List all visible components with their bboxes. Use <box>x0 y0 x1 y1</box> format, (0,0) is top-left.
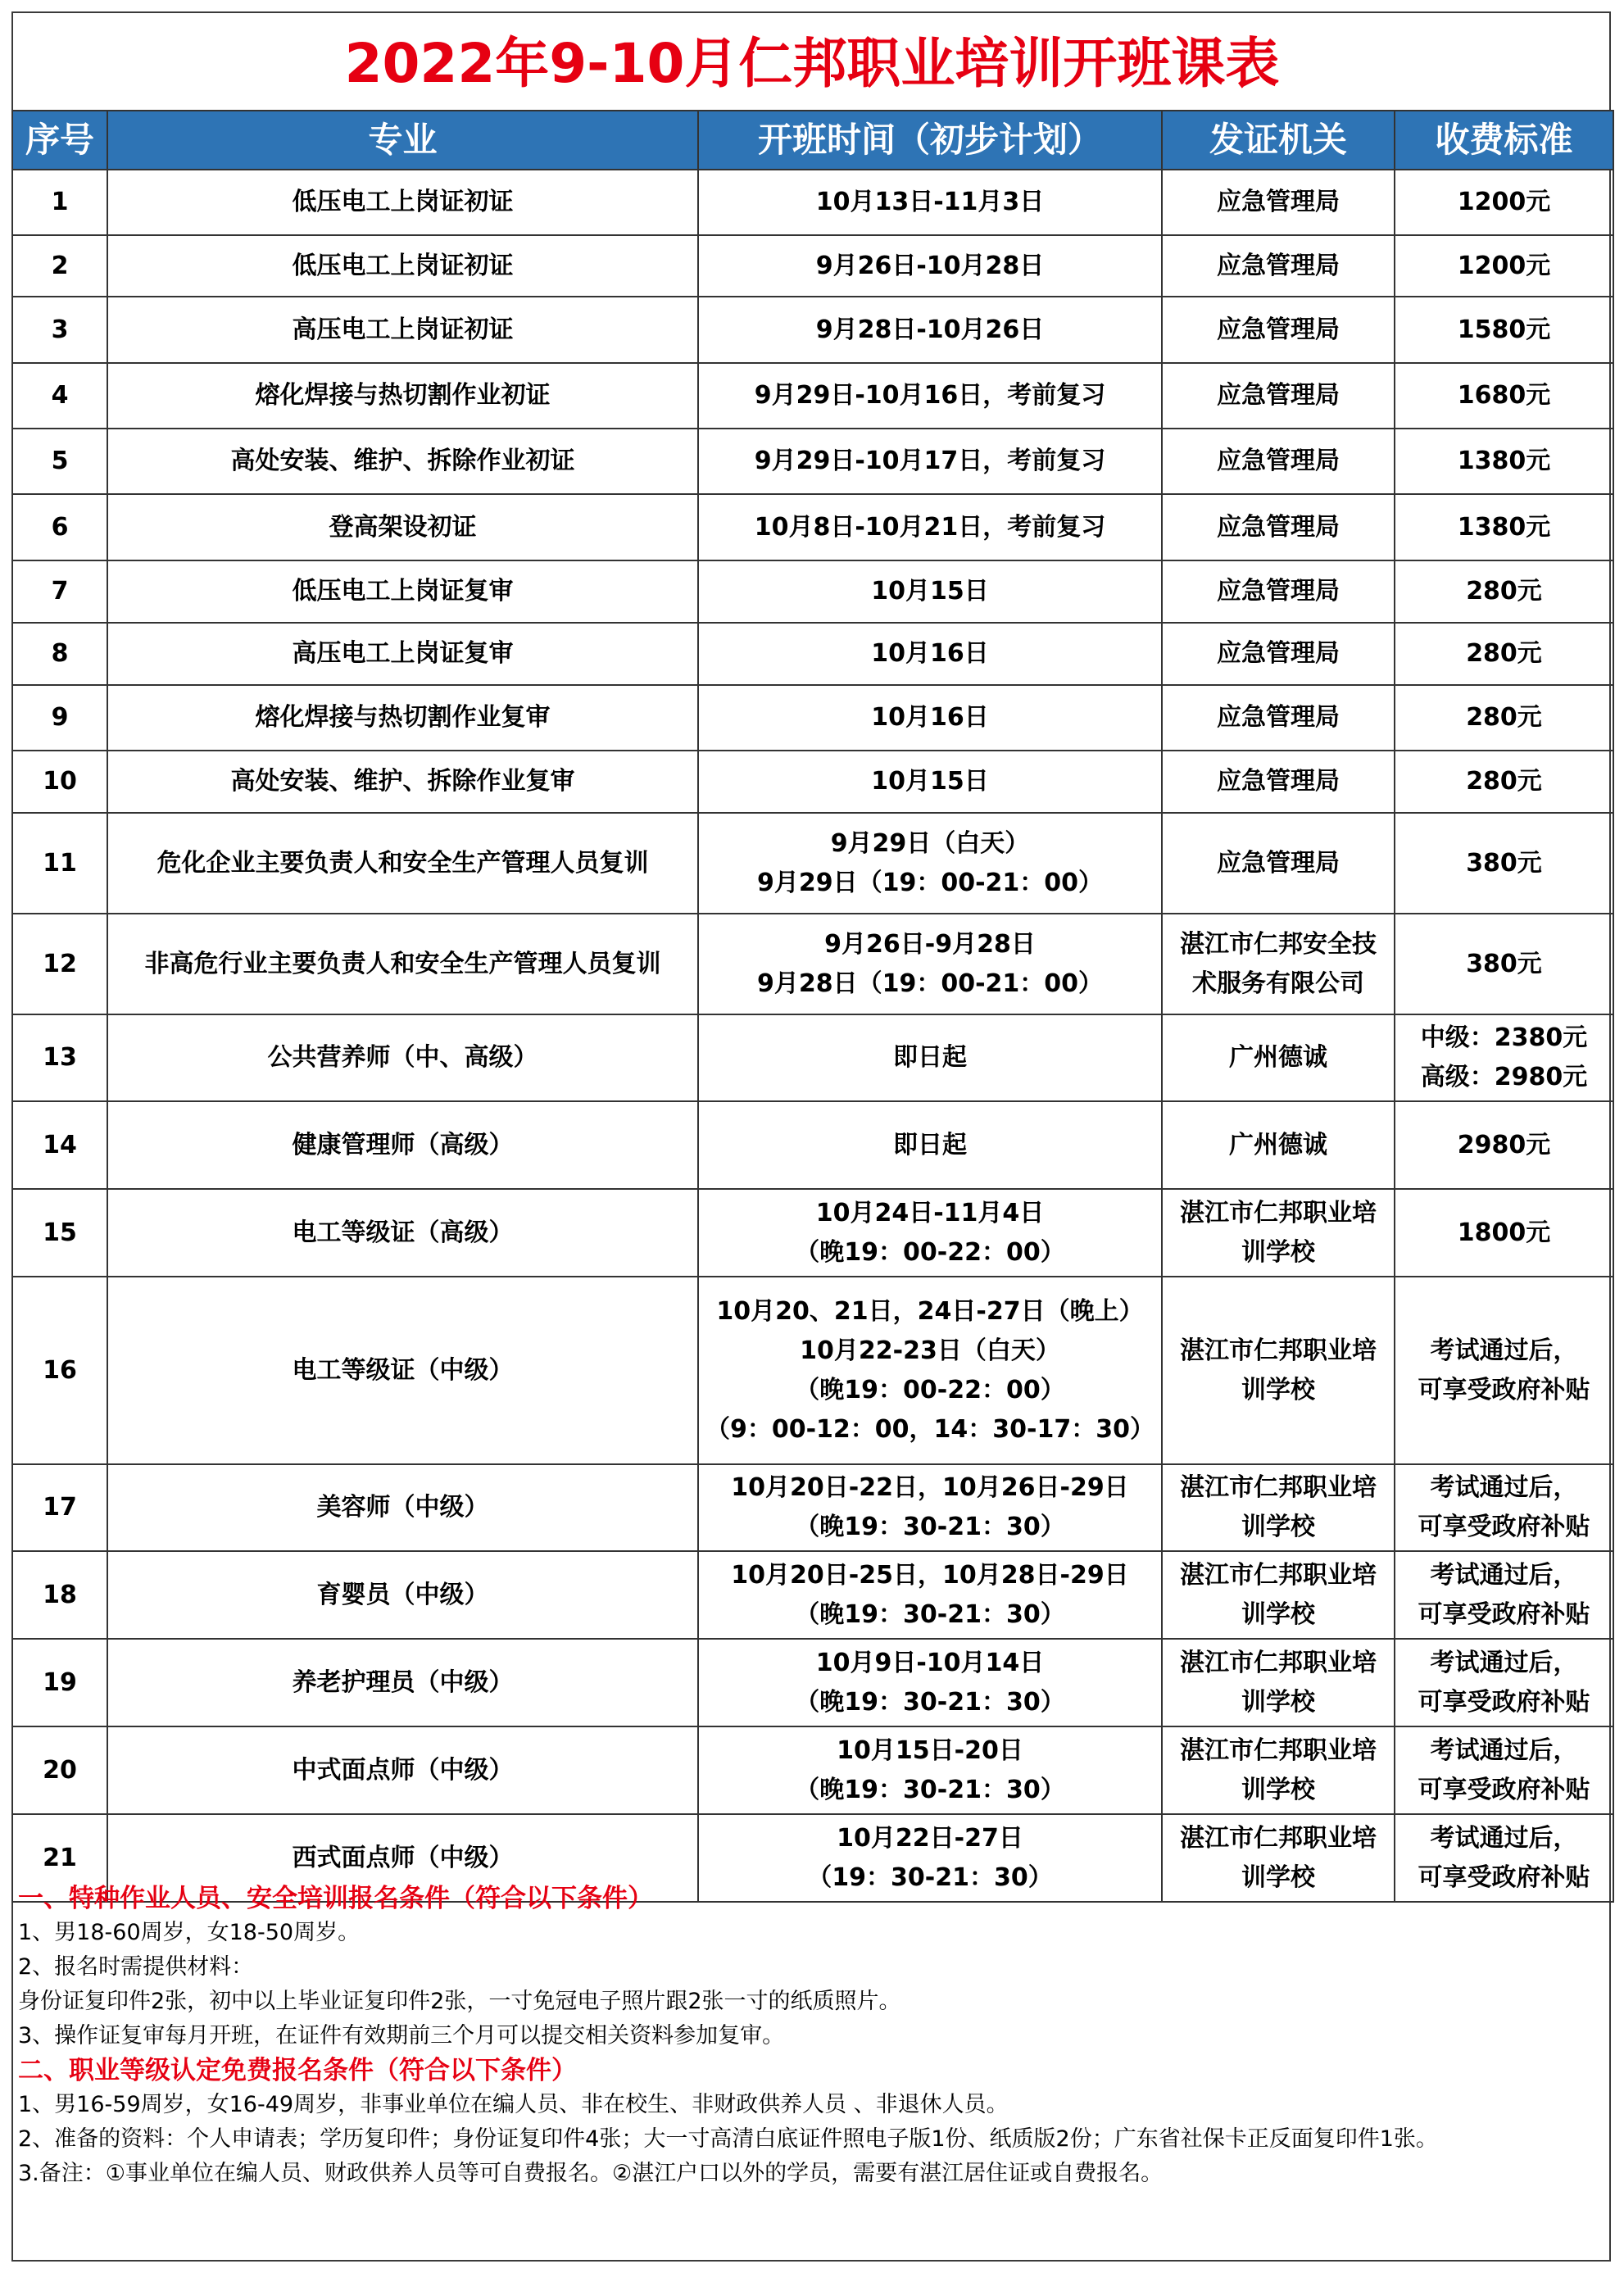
cell-time-line: （晚19：30-21：30） <box>795 1599 1065 1629</box>
cell-major: 电工等级证（高级） <box>107 1189 698 1277</box>
cell-no: 12 <box>12 914 107 1014</box>
cell-fee-line: 可享受政府补贴 <box>1418 1513 1590 1541</box>
cell-fee-line: 考试通过后， <box>1430 1648 1578 1677</box>
cell-issuer-line: 湛江市仁邦职业培 <box>1180 1198 1377 1227</box>
cell-time-line: 10月20日-22日，10月26日-29日 <box>731 1473 1129 1502</box>
notes-section <box>18 1881 1599 2191</box>
cell-major: 低压电工上岗证初证 <box>107 170 698 235</box>
cell-no: 15 <box>12 1189 107 1277</box>
cell-time-line: （晚19：00-22：00） <box>795 1237 1065 1267</box>
cell-fee-line: 可享受政府补贴 <box>1418 1862 1590 1892</box>
cell-issuer-line: 湛江市仁邦职业培 <box>1180 1823 1377 1853</box>
cell-fee <box>1395 363 1613 429</box>
cell-no: 8 <box>12 623 107 685</box>
cell-fee <box>1395 813 1613 914</box>
cell-major: 养老护理员（中级） <box>107 1639 698 1726</box>
cell-fee <box>1395 560 1613 623</box>
cell-fee-line: 1200元 <box>1457 251 1551 280</box>
table-row <box>12 1639 1613 1726</box>
cell-fee-line: 考试通过后， <box>1430 1560 1578 1590</box>
cell-issuer-line: 湛江市仁邦职业培 <box>1180 1735 1377 1765</box>
cell-issuer-line: 应急管理局 <box>1217 848 1340 878</box>
cell-time-line: 即日起 <box>893 1043 967 1072</box>
cell-fee <box>1395 235 1613 297</box>
cell-time-line: 10月22-23日（白天） <box>800 1336 1060 1365</box>
cell-major: 高处安装、维护、拆除作业复审 <box>107 751 698 813</box>
cell-fee-line: 280元 <box>1466 577 1542 606</box>
cell-no: 21 <box>12 1814 107 1902</box>
cell-issuer-line: 训学校 <box>1241 1775 1315 1804</box>
cell-time-line: （晚19：30-21：30） <box>795 1775 1065 1804</box>
cell-time-line: 9月29日-10月17日，考前复习 <box>754 447 1106 475</box>
cell-issuer <box>1162 429 1395 494</box>
cell-time-line: 9月29日（白天） <box>830 828 1030 858</box>
notes-line: 2、准备的资料：个人申请表；学历复印件；身份证复印件4张；大一寸高清白底证件照电子版1份、纸质版2份；广东省社保卡正反面复印件1张。 <box>18 2126 1438 2152</box>
cell-time-line: 10月20、21日，24日-27日（晚上） <box>716 1296 1144 1326</box>
cell-no: 3 <box>12 297 107 363</box>
schedule-table <box>11 110 1614 1903</box>
cell-issuer-line: 训学校 <box>1241 1237 1315 1267</box>
cell-fee-line: 考试通过后， <box>1430 1823 1578 1853</box>
table-row <box>12 1551 1613 1639</box>
cell-issuer <box>1162 235 1395 297</box>
cell-issuer <box>1162 623 1395 685</box>
table-row <box>12 363 1613 429</box>
cell-issuer-line: 应急管理局 <box>1217 188 1340 216</box>
cell-time-line: 9月29日-10月16日，考前复习 <box>754 381 1106 410</box>
cell-time <box>698 914 1162 1014</box>
header-no: 序号 <box>12 111 107 170</box>
cell-issuer-line: 术服务有限公司 <box>1192 969 1364 998</box>
cell-major: 危化企业主要负责人和安全生产管理人员复训 <box>107 813 698 914</box>
cell-major: 高处安装、维护、拆除作业初证 <box>107 429 698 494</box>
cell-major: 高压电工上岗证复审 <box>107 623 698 685</box>
cell-no: 7 <box>12 560 107 623</box>
table-row <box>12 813 1613 914</box>
cell-issuer <box>1162 685 1395 751</box>
cell-time-line: 10月15日 <box>871 577 989 606</box>
cell-time-line: 9月26日-10月28日 <box>815 251 1045 280</box>
cell-time-line: 9月28日（19：00-21：00） <box>756 969 1104 998</box>
cell-fee-line: 1800元 <box>1457 1218 1551 1247</box>
cell-time <box>698 297 1162 363</box>
cell-time <box>698 751 1162 813</box>
cell-time <box>698 1464 1162 1551</box>
cell-fee <box>1395 1014 1613 1101</box>
cell-major: 西式面点师（中级） <box>107 1814 698 1902</box>
cell-issuer-line: 湛江市仁邦职业培 <box>1180 1473 1377 1502</box>
cell-issuer <box>1162 560 1395 623</box>
cell-issuer-line: 应急管理局 <box>1217 315 1340 344</box>
cell-issuer-line: 应急管理局 <box>1217 703 1340 732</box>
page-title: 2022年9-10月仁邦职业培训开班课表 <box>344 32 1280 95</box>
cell-time <box>698 560 1162 623</box>
cell-fee <box>1395 297 1613 363</box>
table-row <box>12 235 1613 297</box>
cell-fee <box>1395 429 1613 494</box>
table-row <box>12 1101 1613 1189</box>
cell-time-line: 10月8日-10月21日，考前复习 <box>754 512 1106 542</box>
cell-issuer <box>1162 363 1395 429</box>
notes-line: 身份证复印件2张，初中以上毕业证复印件2张，一寸免冠电子照片跟2张一寸的纸质照片。 <box>18 1989 901 2014</box>
cell-fee-line: 280元 <box>1466 703 1542 732</box>
cell-time <box>698 1014 1162 1101</box>
cell-issuer <box>1162 1014 1395 1101</box>
cell-fee <box>1395 170 1613 235</box>
cell-fee <box>1395 1101 1613 1189</box>
cell-major: 育婴员（中级） <box>107 1551 698 1639</box>
cell-major: 高压电工上岗证初证 <box>107 297 698 363</box>
cell-fee <box>1395 1551 1613 1639</box>
cell-major: 健康管理师（高级） <box>107 1101 698 1189</box>
header-major: 专业 <box>107 111 698 170</box>
table-row <box>12 751 1613 813</box>
cell-time-line: 9月28日-10月26日 <box>815 315 1045 344</box>
cell-time <box>698 623 1162 685</box>
notes-line: 1、男16-59周岁，女16-49周岁，非事业单位在编人员、非在校生、非财政供养人员 、非退休人员。 <box>18 2092 1009 2117</box>
cell-fee-line: 1380元 <box>1457 512 1551 542</box>
cell-major: 公共营养师（中、高级） <box>107 1014 698 1101</box>
table-body <box>12 170 1613 1902</box>
cell-no: 13 <box>12 1014 107 1101</box>
cell-fee-line: 高级：2980元 <box>1420 1063 1588 1091</box>
cell-no: 10 <box>12 751 107 813</box>
cell-time <box>698 813 1162 914</box>
cell-issuer <box>1162 170 1395 235</box>
cell-time <box>698 1639 1162 1726</box>
cell-time-line: （晚19：00-22：00） <box>795 1375 1065 1404</box>
cell-fee <box>1395 1726 1613 1814</box>
cell-time <box>698 363 1162 429</box>
cell-time <box>698 1189 1162 1277</box>
cell-issuer-line: 湛江市仁邦职业培 <box>1180 1648 1377 1677</box>
cell-issuer <box>1162 1639 1395 1726</box>
cell-time <box>698 429 1162 494</box>
cell-time-line: （9：00-12：00，14：30-17：30） <box>705 1414 1154 1444</box>
cell-no: 5 <box>12 429 107 494</box>
cell-fee <box>1395 1464 1613 1551</box>
cell-issuer <box>1162 1277 1395 1464</box>
cell-fee-line: 可享受政府补贴 <box>1418 1775 1590 1804</box>
cell-issuer-line: 湛江市仁邦安全技 <box>1180 929 1377 959</box>
cell-issuer-line: 应急管理局 <box>1217 512 1340 542</box>
cell-fee <box>1395 494 1613 560</box>
cell-issuer-line: 训学校 <box>1241 1687 1315 1717</box>
cell-major: 熔化焊接与热切割作业初证 <box>107 363 698 429</box>
cell-time-line: 10月24日-11月4日 <box>815 1198 1045 1227</box>
cell-issuer <box>1162 813 1395 914</box>
cell-fee <box>1395 1277 1613 1464</box>
notes-line: 1、男18-60周岁，女18-50周岁。 <box>18 1920 361 1945</box>
cell-time-line: 10月9日-10月14日 <box>815 1648 1045 1677</box>
cell-no: 9 <box>12 685 107 751</box>
table-header-row <box>12 111 1613 170</box>
cell-issuer-line: 应急管理局 <box>1217 767 1340 796</box>
cell-no: 17 <box>12 1464 107 1551</box>
cell-time-line: 9月26日-9月28日 <box>824 929 1036 959</box>
cell-issuer <box>1162 1189 1395 1277</box>
cell-major: 熔化焊接与热切割作业复审 <box>107 685 698 751</box>
table-row <box>12 170 1613 235</box>
cell-fee <box>1395 914 1613 1014</box>
cell-time <box>698 685 1162 751</box>
cell-fee <box>1395 1639 1613 1726</box>
cell-time <box>698 494 1162 560</box>
table-row <box>12 1014 1613 1101</box>
cell-issuer-line: 湛江市仁邦职业培 <box>1180 1336 1377 1365</box>
cell-issuer-line: 应急管理局 <box>1217 251 1340 280</box>
cell-fee-line: 1380元 <box>1457 447 1551 475</box>
cell-issuer <box>1162 914 1395 1014</box>
cell-fee-line: 考试通过后， <box>1430 1735 1578 1765</box>
cell-issuer-line: 应急管理局 <box>1217 639 1340 668</box>
table-row <box>12 494 1613 560</box>
cell-no: 6 <box>12 494 107 560</box>
cell-time <box>698 1726 1162 1814</box>
cell-no: 11 <box>12 813 107 914</box>
cell-fee-line: 1680元 <box>1457 381 1551 410</box>
cell-issuer <box>1162 297 1395 363</box>
cell-fee <box>1395 685 1613 751</box>
cell-time-line: 10月15日-20日 <box>837 1735 1023 1765</box>
cell-issuer-line: 广州德诚 <box>1229 1130 1327 1159</box>
cell-fee-line: 可享受政府补贴 <box>1418 1375 1590 1404</box>
cell-no: 20 <box>12 1726 107 1814</box>
cell-fee <box>1395 623 1613 685</box>
header-issuer: 发证机关 <box>1162 111 1395 170</box>
cell-issuer <box>1162 751 1395 813</box>
cell-issuer-line: 训学校 <box>1241 1599 1315 1629</box>
cell-fee-line: 2980元 <box>1457 1130 1551 1159</box>
cell-fee-line: 280元 <box>1466 767 1542 796</box>
cell-issuer <box>1162 1726 1395 1814</box>
notes-heading-vocational: 二、职业等级认定免费报名条件（符合以下条件） <box>18 2056 577 2085</box>
cell-fee-line: 380元 <box>1466 848 1542 878</box>
cell-no: 14 <box>12 1101 107 1189</box>
cell-issuer-line: 应急管理局 <box>1217 447 1340 475</box>
cell-major: 中式面点师（中级） <box>107 1726 698 1814</box>
cell-issuer <box>1162 1551 1395 1639</box>
cell-fee-line: 考试通过后， <box>1430 1336 1578 1365</box>
cell-fee-line: 中级：2380元 <box>1420 1023 1588 1052</box>
notes-line: 2、报名时需提供材料： <box>18 1954 254 1980</box>
cell-time <box>698 170 1162 235</box>
cell-time <box>698 235 1162 297</box>
cell-no: 18 <box>12 1551 107 1639</box>
cell-issuer-line: 训学校 <box>1241 1375 1315 1404</box>
cell-major: 电工等级证（中级） <box>107 1277 698 1464</box>
table-row <box>12 1726 1613 1814</box>
cell-time-line: （19：30-21：30） <box>807 1862 1053 1892</box>
cell-issuer-line: 湛江市仁邦职业培 <box>1180 1560 1377 1590</box>
cell-major: 非高危行业主要负责人和安全生产管理人员复训 <box>107 914 698 1014</box>
cell-major: 低压电工上岗证初证 <box>107 235 698 297</box>
cell-time <box>698 1277 1162 1464</box>
cell-no: 1 <box>12 170 107 235</box>
notes-heading-special-ops: 一、特种作业人员、安全培训报名条件（符合以下条件） <box>18 1884 653 1913</box>
cell-time-line: 10月15日 <box>871 767 989 796</box>
cell-time-line: 10月13日-11月3日 <box>815 188 1045 216</box>
table-row <box>12 1277 1613 1464</box>
cell-issuer-line: 应急管理局 <box>1217 577 1340 606</box>
table-row <box>12 560 1613 623</box>
cell-no: 16 <box>12 1277 107 1464</box>
notes-line: 3.备注：①事业单位在编人员、财政供养人员等可自费报名。②湛江户口以外的学员，需要有湛江居住证或自费报名。 <box>18 2161 1164 2186</box>
cell-fee-line: 1580元 <box>1457 315 1551 344</box>
cell-time-line: 10月22日-27日 <box>837 1823 1023 1853</box>
cell-major: 低压电工上岗证复审 <box>107 560 698 623</box>
header-fee: 收费标准 <box>1395 111 1613 170</box>
table-row <box>12 297 1613 363</box>
cell-no: 4 <box>12 363 107 429</box>
cell-time-line: 10月16日 <box>871 703 989 732</box>
cell-issuer-line: 训学校 <box>1241 1513 1315 1541</box>
cell-issuer-line: 广州德诚 <box>1229 1043 1327 1072</box>
table-row <box>12 914 1613 1014</box>
cell-issuer-line: 应急管理局 <box>1217 381 1340 410</box>
header-time: 开班时间（初步计划） <box>698 111 1162 170</box>
cell-time-line: 即日起 <box>893 1130 967 1159</box>
cell-fee-line: 1200元 <box>1457 188 1551 216</box>
cell-fee <box>1395 1189 1613 1277</box>
cell-time <box>698 1551 1162 1639</box>
cell-fee-line: 380元 <box>1466 949 1542 978</box>
table-row <box>12 685 1613 751</box>
cell-fee-line: 可享受政府补贴 <box>1418 1687 1590 1717</box>
cell-time-line: （晚19：30-21：30） <box>795 1687 1065 1717</box>
cell-major: 登高架设初证 <box>107 494 698 560</box>
cell-time-line: 10月16日 <box>871 639 989 668</box>
table-row <box>12 1464 1613 1551</box>
cell-issuer <box>1162 1464 1395 1551</box>
cell-time-line: （晚19：30-21：30） <box>795 1513 1065 1541</box>
cell-major: 美容师（中级） <box>107 1464 698 1551</box>
cell-issuer <box>1162 494 1395 560</box>
table-row <box>12 1189 1613 1277</box>
cell-time-line: 9月29日（19：00-21：00） <box>756 868 1104 897</box>
cell-fee-line: 考试通过后， <box>1430 1473 1578 1502</box>
cell-time <box>698 1101 1162 1189</box>
table-row <box>12 623 1613 685</box>
cell-no: 2 <box>12 235 107 297</box>
cell-time-line: 10月20日-25日，10月28日-29日 <box>731 1560 1129 1590</box>
cell-issuer <box>1162 1101 1395 1189</box>
cell-no: 19 <box>12 1639 107 1726</box>
cell-fee-line: 可享受政府补贴 <box>1418 1599 1590 1629</box>
notes-line: 3、操作证复审每月开班，在证件有效期前三个月可以提交相关资料参加复审。 <box>18 2023 785 2048</box>
cell-fee <box>1395 751 1613 813</box>
cell-issuer-line: 训学校 <box>1241 1862 1315 1892</box>
cell-fee-line: 280元 <box>1466 639 1542 668</box>
table-row <box>12 429 1613 494</box>
